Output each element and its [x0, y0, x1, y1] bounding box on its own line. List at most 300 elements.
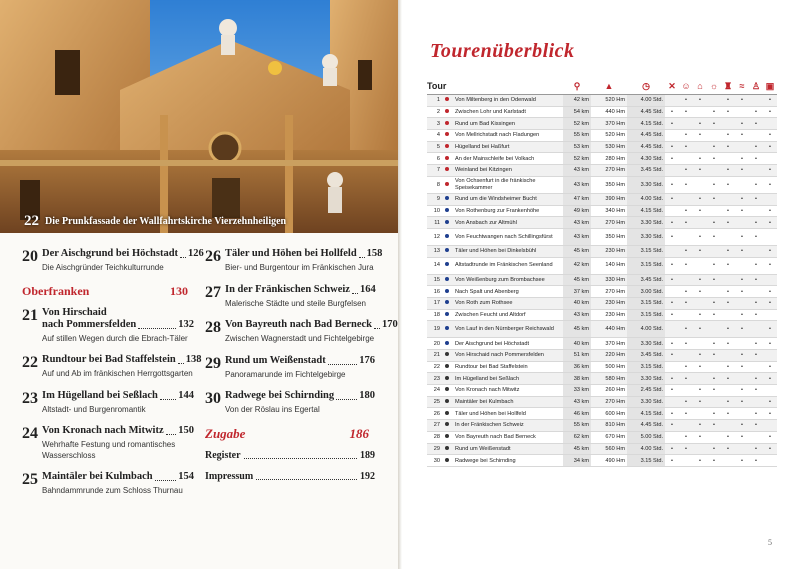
section-heading-oberfranken[interactable] — [22, 284, 194, 299]
feature-marker: • — [749, 443, 763, 455]
toc-entry[interactable] — [205, 390, 375, 416]
region-color-dot — [443, 286, 453, 298]
feature-marker: • — [679, 95, 693, 107]
feature-marker: • — [707, 217, 721, 229]
toc-entry-title: Rundtour bei Bad Staffelstein — [42, 354, 176, 365]
feature-marker: • — [749, 193, 763, 205]
tour-row[interactable] — [427, 274, 777, 286]
feature-marker: • — [707, 309, 721, 321]
tour-row[interactable] — [427, 130, 777, 142]
tour-name: Von Kronach nach Mitwitz — [453, 385, 563, 397]
toc-entry-page: 164 — [359, 283, 376, 295]
feature-marker: • — [707, 420, 721, 432]
tour-number: 11 — [427, 217, 443, 229]
tour-distance: 47 km — [563, 193, 591, 205]
toc-entry[interactable] — [205, 319, 398, 345]
region-color-dot — [443, 95, 453, 107]
feature-marker: • — [679, 217, 693, 229]
feature-marker: • — [749, 217, 763, 229]
feature-marker: • — [693, 193, 707, 205]
feature-marker: • — [763, 205, 777, 217]
toc-column-right — [205, 248, 398, 492]
tour-name: Von Weißenburg zum Brombachsee — [453, 274, 563, 286]
tour-row[interactable] — [427, 309, 777, 321]
feature-marker: • — [679, 373, 693, 385]
region-color-dot — [443, 350, 453, 362]
tour-distance: 43 km — [563, 309, 591, 321]
feature-marker: • — [665, 373, 679, 385]
toc-entry[interactable] — [205, 248, 383, 274]
toc-entry-subtitle: Bahndammrunde zum Schloss Thurnau — [42, 486, 183, 495]
toc-entry-page: 144 — [178, 389, 194, 401]
tour-number: 17 — [427, 297, 443, 309]
tour-row[interactable] — [427, 396, 777, 408]
feature-marker — [763, 420, 777, 432]
toc-entry[interactable] — [205, 284, 375, 310]
feature-marker: • — [721, 257, 735, 274]
tour-duration: 3.30 Std. — [627, 373, 665, 385]
feature-marker: • — [749, 338, 763, 350]
tour-row[interactable] — [427, 361, 777, 373]
tour-row[interactable] — [427, 443, 777, 455]
feature-marker: • — [707, 385, 721, 397]
toc-entry-page: 180 — [359, 390, 375, 401]
tour-name: Zwischen Lohr und Karlstadt — [453, 106, 563, 118]
tour-distance: 38 km — [563, 373, 591, 385]
feature-marker — [749, 205, 763, 217]
toc-entry[interactable] — [22, 248, 204, 274]
museum-icon: ⌂ — [693, 78, 707, 95]
feature-marker — [749, 321, 763, 338]
tour-rows — [427, 95, 777, 467]
feature-marker: • — [749, 153, 763, 165]
toc-entry-title: Der Aischgrund bei Höchstadt — [42, 248, 179, 259]
toc-entry-subtitle: Bier- und Burgentour im Fränkischen Jura — [225, 263, 374, 272]
feature-marker: • — [707, 455, 721, 467]
feature-marker: • — [735, 321, 749, 338]
feature-marker: • — [749, 385, 763, 397]
tour-number: 2 — [427, 106, 443, 118]
feature-marker: • — [763, 141, 777, 153]
feature-marker — [749, 245, 763, 257]
feature-marker — [749, 95, 763, 107]
toc-entry[interactable] — [22, 307, 194, 345]
feature-marker — [679, 228, 693, 245]
feature-marker: • — [693, 420, 707, 432]
toc-entry[interactable] — [205, 355, 375, 381]
tour-number: 1 — [427, 95, 443, 107]
tour-distance: 43 km — [563, 165, 591, 177]
tour-name: Rundtour bei Bad Staffelstein — [453, 361, 563, 373]
feature-marker: • — [721, 245, 735, 257]
tour-number: 9 — [427, 193, 443, 205]
feature-marker: • — [763, 165, 777, 177]
feature-marker — [749, 431, 763, 443]
tour-duration: 3.15 Std. — [627, 245, 665, 257]
feature-marker: • — [749, 455, 763, 467]
feature-marker: • — [693, 205, 707, 217]
toc-entry-title: Maintäler bei Kulmbach — [42, 471, 153, 482]
tour-number: 25 — [427, 396, 443, 408]
feature-marker — [735, 217, 749, 229]
tour-column-header: Tour — [427, 78, 563, 95]
tour-row[interactable] — [427, 297, 777, 309]
feature-marker — [707, 245, 721, 257]
feature-marker: • — [679, 431, 693, 443]
tour-distance: 43 km — [563, 396, 591, 408]
toc-entry-number: 30 — [205, 390, 221, 407]
tour-distance: 45 km — [563, 274, 591, 286]
feature-marker: • — [679, 165, 693, 177]
tour-number: 6 — [427, 153, 443, 165]
feature-marker: • — [763, 431, 777, 443]
feature-marker: • — [735, 286, 749, 298]
tour-row[interactable] — [427, 205, 777, 217]
feature-marker: • — [693, 165, 707, 177]
feature-marker: • — [693, 228, 707, 245]
region-color-dot — [443, 176, 453, 193]
feature-marker — [679, 309, 693, 321]
tour-distance: 55 km — [563, 130, 591, 142]
feature-marker — [763, 193, 777, 205]
feature-marker: • — [763, 106, 777, 118]
tour-duration: 4.15 Std. — [627, 118, 665, 130]
tour-row[interactable] — [427, 245, 777, 257]
feature-marker: • — [679, 245, 693, 257]
tour-name: Von Roth zum Rothsee — [453, 297, 563, 309]
feature-marker: • — [665, 408, 679, 420]
feature-marker: • — [693, 130, 707, 142]
tour-number: 3 — [427, 118, 443, 130]
toc-entry-number: 26 — [205, 248, 221, 265]
tour-distance: 52 km — [563, 153, 591, 165]
feature-marker — [749, 361, 763, 373]
tour-name: Hügelland bei Haßfurt — [453, 141, 563, 153]
tour-row[interactable] — [427, 153, 777, 165]
region-color-dot — [443, 443, 453, 455]
toc-entry[interactable] — [22, 354, 202, 380]
toc-impressum[interactable] — [205, 471, 375, 482]
tour-row[interactable] — [427, 106, 777, 118]
feature-marker — [665, 205, 679, 217]
tour-row[interactable] — [427, 408, 777, 420]
toc-entry-number: 21 — [22, 306, 38, 324]
tour-name: Von Miltenberg in den Odenwald — [453, 95, 563, 107]
tour-duration: 4.45 Std. — [627, 141, 665, 153]
tour-row[interactable] — [427, 118, 777, 130]
feature-marker: • — [721, 217, 735, 229]
tour-elevation: 260 Hm — [591, 385, 627, 397]
tour-elevation: 270 Hm — [591, 396, 627, 408]
feature-marker — [693, 373, 707, 385]
tour-row[interactable] — [427, 217, 777, 229]
feature-marker: • — [679, 361, 693, 373]
section-page: 186 — [349, 425, 369, 441]
region-color-dot — [443, 274, 453, 286]
feature-marker: • — [763, 176, 777, 193]
tour-number: 16 — [427, 286, 443, 298]
tour-duration: 4.45 Std. — [627, 130, 665, 142]
feature-marker: • — [679, 443, 693, 455]
tour-elevation: 440 Hm — [591, 106, 627, 118]
feature-marker: • — [735, 455, 749, 467]
tour-name: Nach Spalt und Abenberg — [453, 286, 563, 298]
feature-marker: • — [763, 95, 777, 107]
section-title: Zugabe — [205, 425, 246, 441]
tour-name: Rund um Bad Kissingen — [453, 118, 563, 130]
feature-marker: • — [679, 338, 693, 350]
train-icon: ▣ — [763, 78, 777, 95]
tour-duration: 3.30 Std. — [627, 228, 665, 245]
tour-duration: 3.45 Std. — [627, 274, 665, 286]
feature-marker: • — [665, 338, 679, 350]
toc-entry[interactable] — [22, 471, 194, 497]
tour-row[interactable] — [427, 385, 777, 397]
feature-marker — [735, 408, 749, 420]
feature-marker: • — [749, 274, 763, 286]
tour-number: 7 — [427, 165, 443, 177]
tour-duration: 3.30 Std. — [627, 217, 665, 229]
tour-number: 26 — [427, 408, 443, 420]
tour-row[interactable] — [427, 165, 777, 177]
tour-number: 30 — [427, 455, 443, 467]
feature-marker: • — [693, 396, 707, 408]
tour-name: Zwischen Feucht und Altdorf — [453, 309, 563, 321]
feature-marker — [735, 257, 749, 274]
tour-elevation: 500 Hm — [591, 361, 627, 373]
tour-number: 23 — [427, 373, 443, 385]
feature-marker: • — [665, 385, 679, 397]
feature-marker: • — [749, 118, 763, 130]
feature-marker — [665, 286, 679, 298]
tour-row[interactable] — [427, 176, 777, 193]
toc-extra-page: 192 — [360, 470, 375, 482]
feature-marker: • — [665, 443, 679, 455]
feature-marker: • — [749, 141, 763, 153]
tour-duration: 4.00 Std. — [627, 321, 665, 338]
tour-row[interactable] — [427, 338, 777, 350]
feature-marker: • — [763, 396, 777, 408]
feature-marker: • — [707, 153, 721, 165]
feature-marker — [679, 385, 693, 397]
toc-entry-title: In der Fränkischen Schweiz — [225, 283, 350, 295]
feature-marker: • — [693, 385, 707, 397]
feature-marker — [721, 309, 735, 321]
tour-name: Von Lauf in den Nürnberger Reichswald — [453, 321, 563, 338]
tour-number: 19 — [427, 321, 443, 338]
feature-marker — [721, 350, 735, 362]
feature-marker: • — [763, 321, 777, 338]
tour-distance: 36 km — [563, 361, 591, 373]
tour-name: Im Hügelland bei Seßlach — [453, 373, 563, 385]
region-color-dot — [443, 431, 453, 443]
feature-marker: • — [735, 385, 749, 397]
tour-name: Von Feuchtwangen nach Schillingsfürst — [453, 228, 563, 245]
toc-entry-page: 176 — [359, 354, 375, 366]
feature-marker: • — [721, 205, 735, 217]
region-color-dot — [443, 118, 453, 130]
feature-marker — [721, 274, 735, 286]
tour-row[interactable] — [427, 350, 777, 362]
feature-marker: • — [721, 443, 735, 455]
tour-elevation: 350 Hm — [591, 228, 627, 245]
tour-distance: 40 km — [563, 338, 591, 350]
tour-distance: 45 km — [563, 443, 591, 455]
tour-row[interactable] — [427, 141, 777, 153]
tour-duration: 3.15 Std. — [627, 361, 665, 373]
clock-icon: ◷ — [627, 78, 665, 95]
tour-duration: 3.30 Std. — [627, 396, 665, 408]
feature-marker: • — [679, 205, 693, 217]
feature-marker: • — [721, 141, 735, 153]
feature-marker: • — [721, 165, 735, 177]
tour-duration: 2.45 Std. — [627, 385, 665, 397]
castle-icon: ♜ — [721, 78, 735, 95]
feature-marker: • — [693, 245, 707, 257]
feature-marker: • — [665, 153, 679, 165]
mountain-icon: ▲ — [591, 78, 627, 95]
feature-marker — [735, 141, 749, 153]
feature-marker: • — [721, 286, 735, 298]
tour-duration: 3.15 Std. — [627, 309, 665, 321]
region-color-dot — [443, 408, 453, 420]
feature-marker: • — [749, 350, 763, 362]
feature-marker: • — [707, 118, 721, 130]
feature-marker: • — [693, 153, 707, 165]
feature-marker — [763, 274, 777, 286]
tour-row[interactable] — [427, 431, 777, 443]
tour-duration: 3.30 Std. — [627, 338, 665, 350]
tour-row[interactable] — [427, 193, 777, 205]
tour-row[interactable] — [427, 373, 777, 385]
feature-marker — [721, 455, 735, 467]
feature-marker: • — [679, 396, 693, 408]
tour-distance: 55 km — [563, 420, 591, 432]
tour-distance: 43 km — [563, 217, 591, 229]
feature-marker: • — [735, 193, 749, 205]
feature-marker: • — [735, 165, 749, 177]
restaurant-icon: ✕ — [665, 78, 679, 95]
tour-elevation: 230 Hm — [591, 309, 627, 321]
feature-marker: • — [665, 176, 679, 193]
tour-number: 27 — [427, 420, 443, 432]
tour-row[interactable] — [427, 420, 777, 432]
tour-row[interactable] — [427, 95, 777, 107]
feature-marker: • — [735, 118, 749, 130]
feature-marker: • — [707, 408, 721, 420]
tour-elevation: 440 Hm — [591, 321, 627, 338]
feature-marker — [693, 176, 707, 193]
tour-distance: 49 km — [563, 205, 591, 217]
feature-marker: • — [721, 106, 735, 118]
feature-marker — [707, 431, 721, 443]
tour-distance: 42 km — [563, 95, 591, 107]
feature-marker — [693, 141, 707, 153]
feature-marker — [721, 228, 735, 245]
feature-marker — [735, 338, 749, 350]
region-color-dot — [443, 297, 453, 309]
feature-marker: • — [749, 408, 763, 420]
tour-number: 28 — [427, 431, 443, 443]
feature-marker: • — [707, 338, 721, 350]
toc-entry-number: 29 — [205, 354, 221, 372]
tour-elevation: 350 Hm — [591, 176, 627, 193]
feature-marker — [721, 420, 735, 432]
tour-row[interactable] — [427, 228, 777, 245]
tour-elevation: 140 Hm — [591, 257, 627, 274]
tour-distance: 54 km — [563, 106, 591, 118]
toc-entry-title: Von Kronach nach Mitwitz — [42, 425, 164, 436]
swimming-icon: ≈ — [735, 78, 749, 95]
tour-duration: 3.15 Std. — [627, 455, 665, 467]
feature-marker: • — [721, 361, 735, 373]
tour-elevation: 520 Hm — [591, 130, 627, 142]
region-color-dot — [443, 228, 453, 245]
feature-marker — [665, 396, 679, 408]
tour-elevation: 280 Hm — [591, 153, 627, 165]
feature-marker — [693, 408, 707, 420]
feature-marker: • — [763, 408, 777, 420]
tour-number: 15 — [427, 274, 443, 286]
feature-marker — [665, 165, 679, 177]
toc-entry-page: 158 — [366, 248, 383, 259]
feature-marker — [665, 130, 679, 142]
feature-marker — [679, 350, 693, 362]
feature-marker — [749, 130, 763, 142]
toc-entry-title: Im Hügelland bei Seßlach — [42, 389, 158, 401]
tour-name: Der Aischgrund bei Höchstadt — [453, 338, 563, 350]
toc-entry[interactable] — [22, 425, 194, 461]
tour-row[interactable] — [427, 455, 777, 467]
toc-entry-subtitle: Panoramarunde im Fichtelgebirge — [225, 369, 346, 379]
region-color-dot — [443, 420, 453, 432]
tour-row[interactable] — [427, 286, 777, 298]
region-color-dot — [443, 257, 453, 274]
feature-marker: • — [707, 350, 721, 362]
tour-name: Von Ansbach zur Altmühl — [453, 217, 563, 229]
feature-marker — [735, 176, 749, 193]
tour-name: Radwege bei Schirnding — [453, 455, 563, 467]
feature-marker — [763, 385, 777, 397]
feature-marker: • — [735, 95, 749, 107]
toc-register[interactable] — [205, 450, 375, 461]
tour-duration: 3.45 Std. — [627, 350, 665, 362]
feature-marker: • — [735, 228, 749, 245]
tour-row[interactable] — [427, 321, 777, 338]
section-page: 130 — [170, 283, 188, 298]
tour-distance: 62 km — [563, 431, 591, 443]
tour-row[interactable] — [427, 257, 777, 274]
tour-number: 5 — [427, 141, 443, 153]
section-heading-zugabe[interactable] — [205, 426, 375, 442]
tour-number: 12 — [427, 228, 443, 245]
feature-marker: • — [665, 217, 679, 229]
tour-elevation: 530 Hm — [591, 141, 627, 153]
tour-duration: 4.15 Std. — [627, 408, 665, 420]
feature-marker: • — [693, 361, 707, 373]
tour-distance: 43 km — [563, 176, 591, 193]
feature-marker: • — [721, 373, 735, 385]
feature-marker: • — [721, 338, 735, 350]
toc-entry[interactable] — [22, 390, 194, 416]
tour-duration: 4.30 Std. — [627, 153, 665, 165]
tour-number: 14 — [427, 257, 443, 274]
feature-marker: • — [707, 257, 721, 274]
tour-distance: 34 km — [563, 455, 591, 467]
toc-entry-page: 138 — [185, 354, 202, 365]
tour-name: Maintäler bei Kulmbach — [453, 396, 563, 408]
toc-entry-title: nach Pommersfelden — [42, 318, 137, 330]
